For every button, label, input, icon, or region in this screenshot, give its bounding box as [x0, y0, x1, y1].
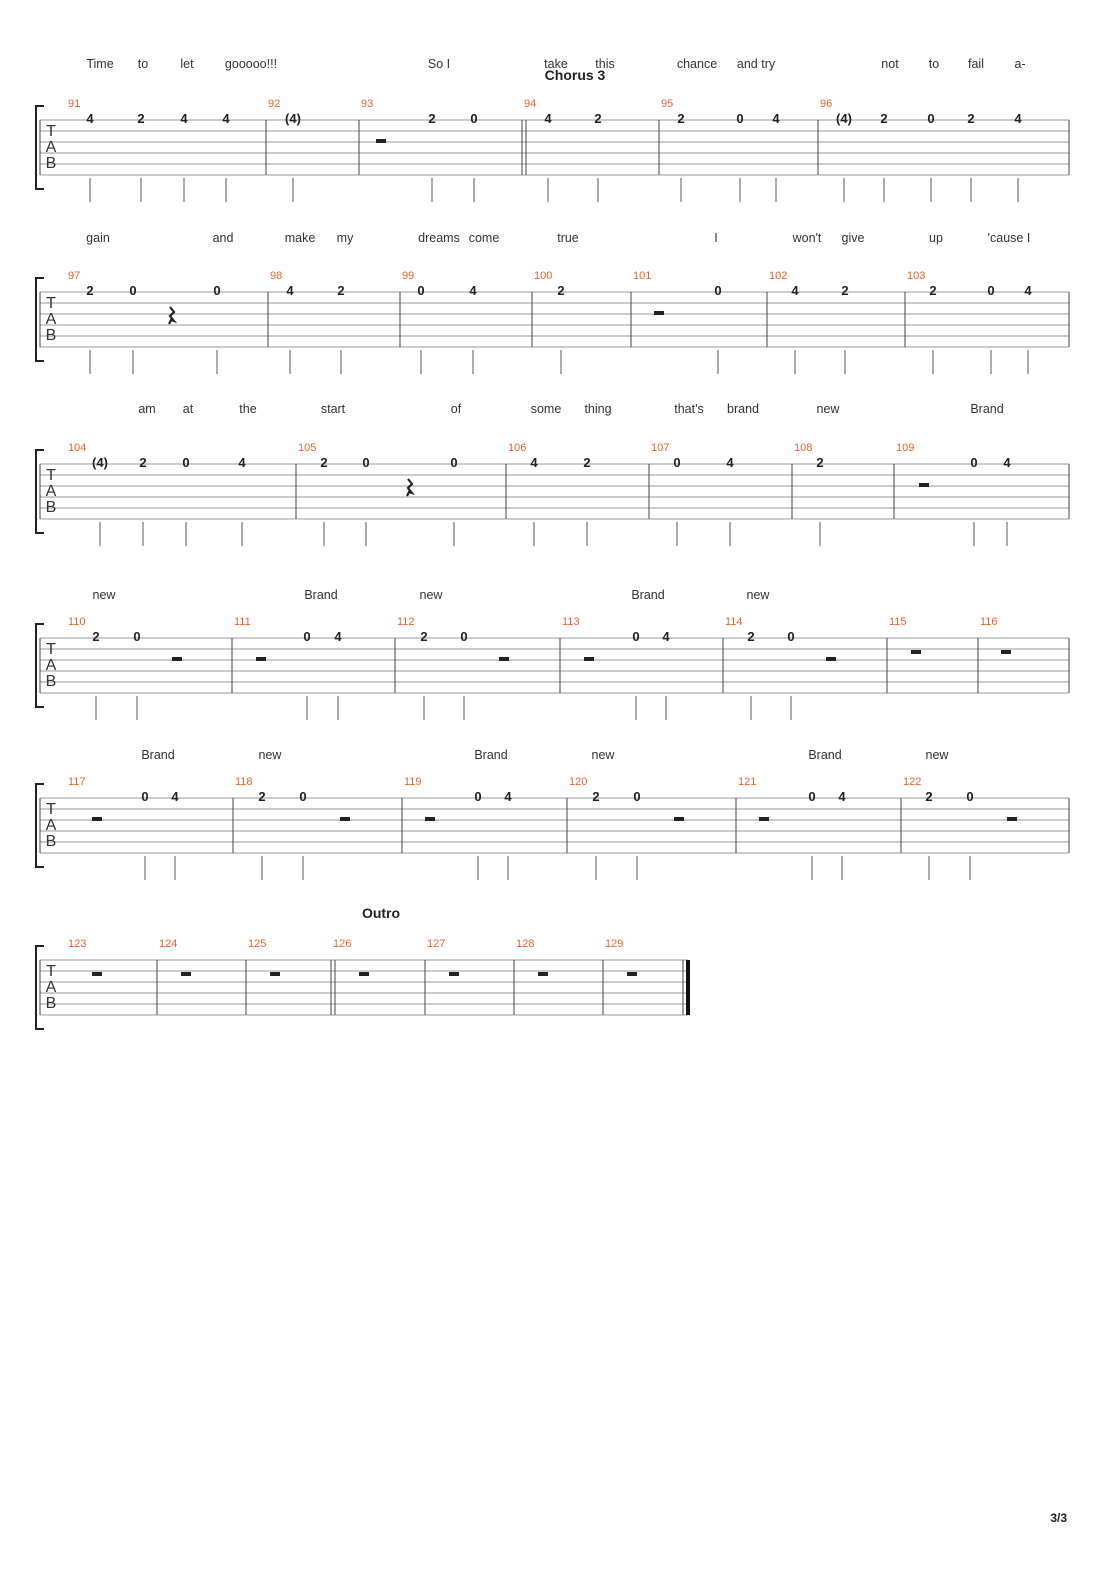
fret-number: 4	[662, 629, 670, 644]
fret-number: 2	[929, 283, 937, 298]
fret-number: 4	[726, 455, 734, 470]
fret-number: 0	[470, 111, 478, 126]
tab-clef-letter: T	[46, 467, 56, 484]
measure-number: 128	[516, 938, 535, 950]
tab-clef-letter: A	[45, 817, 57, 834]
measure-number: 92	[268, 98, 281, 110]
tab-clef-letter: T	[46, 963, 56, 980]
lyric-word: 'cause I	[987, 231, 1031, 245]
fret-number: 0	[303, 629, 311, 644]
measure-number: 129	[605, 938, 624, 950]
measure-number: 127	[427, 938, 446, 950]
fret-number: 2	[747, 629, 755, 644]
fret-number: 2	[925, 789, 933, 804]
half-rest	[425, 817, 435, 821]
measure-number: 120	[569, 776, 588, 788]
fret-number: 2	[92, 629, 100, 644]
fret-number: 2	[139, 455, 147, 470]
measure-number: 107	[651, 442, 670, 454]
measure-number: 103	[907, 270, 926, 282]
fret-number: 0	[966, 789, 974, 804]
lyric-word: to	[928, 57, 940, 71]
lyric-word: Brand	[631, 588, 665, 602]
lyric-word: Brand	[304, 588, 338, 602]
tab-clef-letter: A	[45, 979, 57, 996]
fret-number: 0	[182, 455, 190, 470]
lyric-word: Brand	[141, 748, 175, 762]
measure-number: 119	[404, 776, 422, 788]
lyric-word: am	[138, 402, 156, 416]
fret-number: 0	[460, 629, 468, 644]
tab-clef-letter: B	[45, 327, 57, 344]
half-rest	[1007, 817, 1017, 821]
half-rest	[826, 657, 836, 661]
fret-number: 2	[137, 111, 145, 126]
fret-number: 0	[736, 111, 744, 126]
measure-number: 96	[820, 98, 833, 110]
measure-number: 93	[361, 98, 374, 110]
fret-number: 2	[583, 455, 591, 470]
measure-number: 117	[68, 776, 86, 788]
lyric-word: my	[336, 231, 354, 245]
measure-number: 109	[896, 442, 915, 454]
lyric-word: new	[258, 748, 282, 762]
tab-system	[36, 57, 1069, 202]
fret-number: 4	[171, 789, 179, 804]
page-number: 3/3	[1050, 1511, 1067, 1525]
lyric-word: Time	[86, 57, 114, 71]
fret-number: 0	[417, 283, 425, 298]
fret-number: 2	[880, 111, 888, 126]
fret-number: (4)	[92, 455, 108, 470]
fret-number: 0	[133, 629, 141, 644]
whole-rest	[538, 972, 548, 976]
lyric-word: Brand	[474, 748, 508, 762]
lyric-word: thing	[584, 402, 612, 416]
tab-clef-letter: B	[45, 673, 57, 690]
whole-rest	[627, 972, 637, 976]
lyric-word: So I	[427, 57, 451, 71]
measure-number: 125	[248, 938, 267, 950]
lyric-word: fail	[968, 57, 984, 71]
half-rest	[499, 657, 509, 661]
fret-number: 0	[787, 629, 795, 644]
fret-number: 0	[970, 455, 978, 470]
whole-rest	[449, 972, 459, 976]
fret-number: 0	[714, 283, 722, 298]
lyric-word: new	[591, 748, 615, 762]
lyric-word: some	[530, 402, 562, 416]
whole-rest	[270, 972, 280, 976]
measure-number: 102	[769, 270, 788, 282]
fret-number: 4	[469, 283, 477, 298]
measure-number: 97	[68, 270, 81, 282]
fret-number: 4	[504, 789, 512, 804]
fret-number: 2	[258, 789, 266, 804]
measure-number: 95	[661, 98, 674, 110]
fret-number: 0	[673, 455, 681, 470]
half-rest	[376, 139, 386, 143]
fret-number: 0	[362, 455, 370, 470]
tab-system	[36, 748, 1069, 880]
measure-number: 99	[402, 270, 415, 282]
fret-number: 2	[841, 283, 849, 298]
lyric-word: and	[212, 231, 234, 245]
measure-number: 116	[980, 616, 998, 628]
tab-clef-letter: B	[45, 155, 57, 172]
half-rest	[759, 817, 769, 821]
lyric-word: at	[182, 402, 194, 416]
lyric-word: new	[925, 748, 949, 762]
lyric-word: that's	[674, 402, 704, 416]
measure-number: 100	[534, 270, 553, 282]
lyric-word: new	[746, 588, 770, 602]
tab-clef-letter: A	[45, 311, 57, 328]
fret-number: 4	[334, 629, 342, 644]
fret-number: 0	[141, 789, 149, 804]
lyric-word: won't	[792, 231, 822, 245]
fret-number: 2	[557, 283, 565, 298]
fret-number: 4	[238, 455, 246, 470]
measure-number: 114	[725, 616, 743, 628]
measure-number: 121	[738, 776, 757, 788]
fret-number: 2	[967, 111, 975, 126]
tab-clef-letter: B	[45, 499, 57, 516]
lyric-word: I	[714, 231, 718, 245]
measure-number: 123	[68, 938, 87, 950]
whole-rest	[92, 972, 102, 976]
fret-number: 2	[420, 629, 428, 644]
lyric-word: up	[929, 231, 943, 245]
tab-clef-letter: B	[45, 833, 57, 850]
measure-number: 126	[333, 938, 352, 950]
fret-number: 2	[816, 455, 824, 470]
fret-number: 0	[299, 789, 307, 804]
tab-system	[36, 905, 688, 1029]
quarter-rest	[407, 479, 412, 496]
lyric-word: new	[816, 402, 840, 416]
whole-rest	[181, 972, 191, 976]
lyric-word: gooooo!!!	[224, 57, 278, 71]
lyric-word: gain	[86, 231, 110, 245]
measure-number: 122	[903, 776, 922, 788]
section-label: Chorus 3	[544, 67, 606, 83]
lyric-word: brand	[727, 402, 759, 416]
tab-clef-letter: A	[45, 657, 57, 674]
whole-rest	[911, 650, 921, 654]
measure-number: 101	[633, 270, 652, 282]
half-rest	[919, 483, 929, 487]
half-rest	[92, 817, 102, 821]
tab-clef-letter: T	[46, 295, 56, 312]
tab-clef-letter: B	[45, 995, 57, 1012]
fret-number: 2	[428, 111, 436, 126]
whole-rest	[1001, 650, 1011, 654]
tab-system	[36, 588, 1069, 720]
fret-number: 4	[530, 455, 538, 470]
tab-clef-letter: A	[45, 139, 57, 156]
measure-number: 113	[562, 616, 580, 628]
measure-number: 112	[397, 616, 415, 628]
fret-number: 0	[927, 111, 935, 126]
fret-number: 4	[1014, 111, 1022, 126]
lyric-word: start	[320, 402, 346, 416]
measure-number: 94	[524, 98, 537, 110]
fret-number: 2	[677, 111, 685, 126]
half-rest	[584, 657, 594, 661]
fret-number: 0	[633, 789, 641, 804]
measure-number: 98	[270, 270, 283, 282]
measure-number: 105	[298, 442, 317, 454]
fret-number: 4	[86, 111, 94, 126]
fret-number: 0	[474, 789, 482, 804]
lyric-word: new	[92, 588, 116, 602]
fret-number: 4	[222, 111, 230, 126]
lyric-word: to	[137, 57, 149, 71]
fret-number: 0	[129, 283, 137, 298]
half-rest	[340, 817, 350, 821]
quarter-rest	[169, 307, 174, 324]
fret-number: 2	[592, 789, 600, 804]
tab-clef-letter: T	[46, 641, 56, 658]
half-rest	[674, 817, 684, 821]
lyric-word: of	[450, 402, 462, 416]
fret-number: 4	[1003, 455, 1011, 470]
fret-number: 0	[213, 283, 221, 298]
lyric-word: the	[239, 402, 257, 416]
fret-number: 0	[808, 789, 816, 804]
lyric-word: take	[544, 57, 568, 71]
lyric-word: come	[468, 231, 500, 245]
whole-rest	[359, 972, 369, 976]
fret-number: (4)	[836, 111, 852, 126]
lyric-word: make	[284, 231, 316, 245]
measure-number: 110	[68, 616, 86, 628]
section-label: Outro	[361, 905, 401, 921]
measure-number: 108	[794, 442, 813, 454]
fret-number: 2	[320, 455, 328, 470]
fret-number: 2	[337, 283, 345, 298]
lyric-word: this	[595, 57, 615, 71]
tab-clef-letter: T	[46, 123, 56, 140]
fret-number: 2	[594, 111, 602, 126]
lyric-word: let	[180, 57, 194, 71]
lyric-word: chance	[676, 57, 718, 71]
fret-number: 4	[791, 283, 799, 298]
fret-number: 0	[632, 629, 640, 644]
half-rest	[654, 311, 664, 315]
lyric-word: give	[841, 231, 865, 245]
measure-number: 111	[234, 616, 251, 628]
lyric-word: Brand	[970, 402, 1004, 416]
tab-system	[36, 231, 1069, 374]
fret-number: (4)	[285, 111, 301, 126]
measure-number: 115	[889, 616, 907, 628]
fret-number: 4	[544, 111, 552, 126]
measure-number: 118	[235, 776, 253, 788]
half-rest	[256, 657, 266, 661]
fret-number: 4	[772, 111, 780, 126]
tab-system	[36, 402, 1069, 546]
lyric-word: not	[881, 57, 899, 71]
measure-number: 104	[68, 442, 87, 454]
fret-number: 4	[286, 283, 294, 298]
lyric-word: dreams	[418, 231, 460, 245]
measure-number: 124	[159, 938, 178, 950]
tab-clef-letter: T	[46, 801, 56, 818]
fret-number: 4	[838, 789, 846, 804]
tab-clef-letter: A	[45, 483, 57, 500]
half-rest	[172, 657, 182, 661]
fret-number: 0	[450, 455, 458, 470]
lyric-word: true	[557, 231, 579, 245]
tab-systems	[36, 57, 1069, 1029]
lyric-word: a-	[1014, 57, 1026, 71]
fret-number: 4	[1024, 283, 1032, 298]
lyric-word: Brand	[808, 748, 842, 762]
fret-number: 2	[86, 283, 94, 298]
lyric-word: new	[419, 588, 443, 602]
measure-number: 106	[508, 442, 527, 454]
fret-number: 0	[987, 283, 995, 298]
fret-number: 4	[180, 111, 188, 126]
measure-number: 91	[68, 98, 81, 110]
lyric-word: and try	[736, 57, 776, 71]
